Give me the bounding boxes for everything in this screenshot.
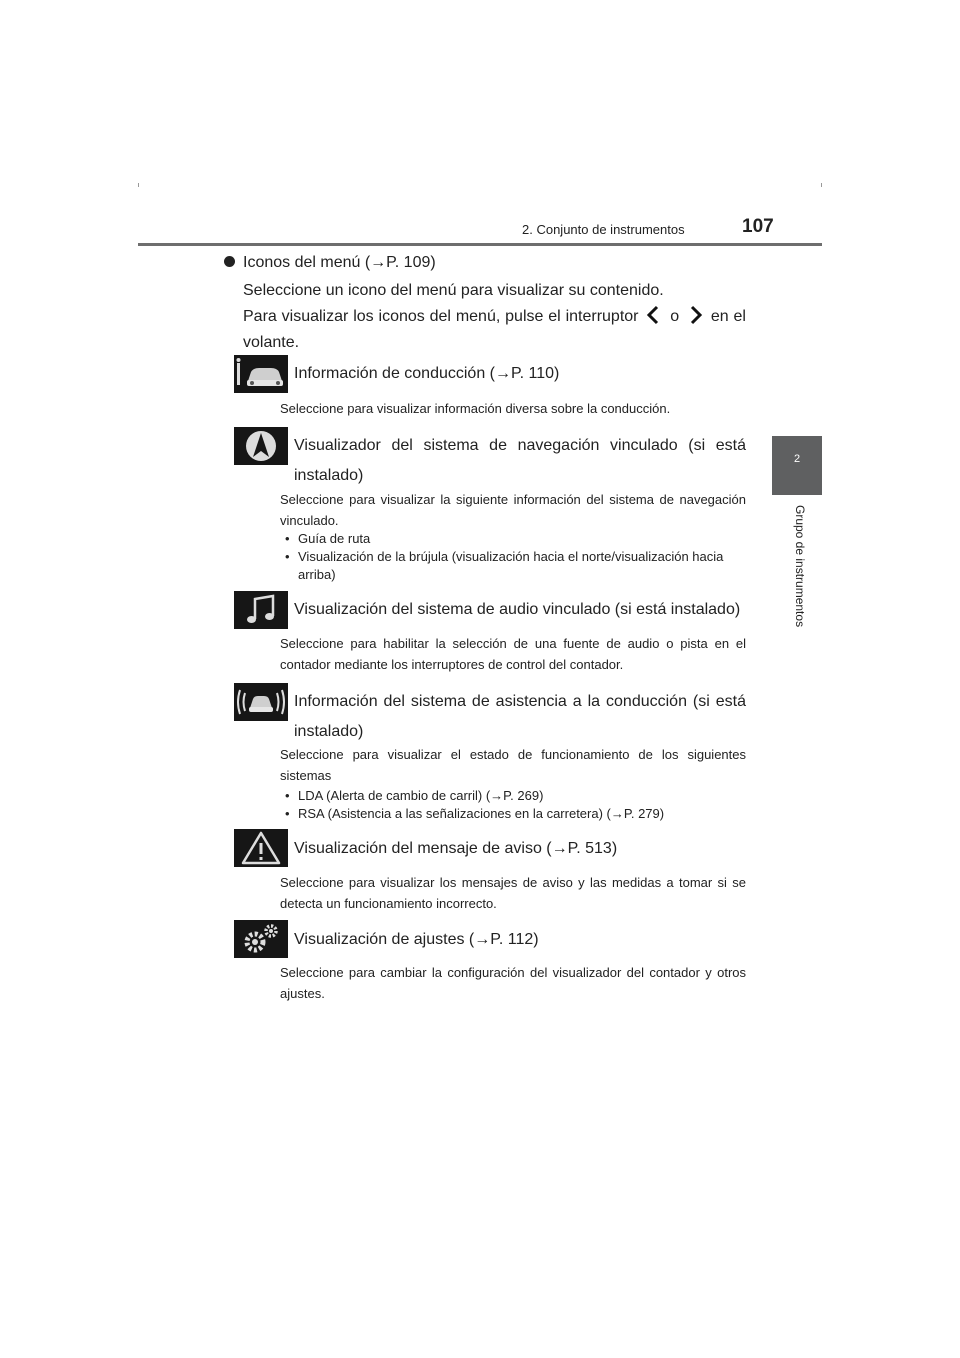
navigation-compass-icon: [234, 427, 288, 465]
item-list: [285, 787, 746, 823]
item-title: Información del sistema de asistencia a la conducción (si está instalado): [294, 693, 746, 740]
item-desc: Seleccione para visualizar los mensajes de aviso y las medidas a tomar si se detecta un funcionamiento incorrecto.: [280, 875, 746, 911]
item-title: Visualización de ajustes (→P. 112): [294, 931, 539, 948]
item-desc: Seleccione para cambiar la configuración del visualizador del contador y otros ajustes.: [280, 965, 746, 1001]
item-title: Visualización del mensaje de aviso (→P. 513): [294, 840, 618, 857]
chevron-left-icon: [643, 305, 665, 325]
car-info-icon: [234, 355, 288, 393]
intro-line-1: Seleccione un icono del menú para visualizar su contenido.: [243, 282, 664, 299]
chapter-tab: [772, 436, 822, 495]
gear-settings-icon: [234, 920, 288, 958]
item-title: Visualizador del sistema de navegación vinculado (si está instalado): [294, 437, 746, 484]
warning-triangle-icon: [234, 829, 288, 867]
bullet-icon: [224, 256, 235, 267]
chapter-number: 2: [793, 453, 801, 465]
list-item: • Guía de ruta: [285, 530, 746, 548]
item-list: [285, 530, 746, 584]
crop-mark: [138, 183, 139, 187]
header-rule: [138, 243, 822, 246]
driving-assist-icon: [234, 683, 288, 721]
music-note-icon: [234, 591, 288, 629]
crop-mark: [821, 183, 822, 187]
list-item: • LDA (Alerta de cambio de carril) (→P. 269): [285, 787, 746, 805]
item-desc: Seleccione para visualizar información diversa sobre la conducción.: [280, 401, 671, 416]
section-bullet: [224, 254, 436, 272]
list-item: • RSA (Asistencia a las señalizaciones en la carretera) (→P. 279): [285, 805, 746, 823]
chevron-right-icon: [684, 305, 706, 325]
item-title: Información de conducción (→P. 110): [294, 365, 560, 382]
item-desc: Seleccione para habilitar la selección de una fuente de audio o pista en el contador mediante los interruptores de control del contador.: [280, 636, 746, 672]
intro-line-2: Para visualizar los iconos del menú, pulse el interruptor o en el volante.: [243, 304, 746, 356]
item-title: Visualización del sistema de audio vinculado (si está instalado): [294, 601, 741, 618]
item-desc: Seleccione para visualizar la siguiente información del sistema de navegación vinculado.: [280, 492, 746, 528]
list-item: • Visualización de la brújula (visualización hacia el norte/visualización hacia arriba): [285, 548, 746, 584]
page-number: 107: [742, 216, 774, 237]
header-section-title: 2. Conjunto de instrumentos: [522, 222, 685, 237]
bullet-text: Iconos del menú (→P. 109): [243, 254, 436, 271]
chapter-label: Grupo de instrumentos: [793, 505, 807, 628]
item-desc: Seleccione para visualizar el estado de funcionamiento de los siguientes sistemas: [280, 747, 746, 783]
